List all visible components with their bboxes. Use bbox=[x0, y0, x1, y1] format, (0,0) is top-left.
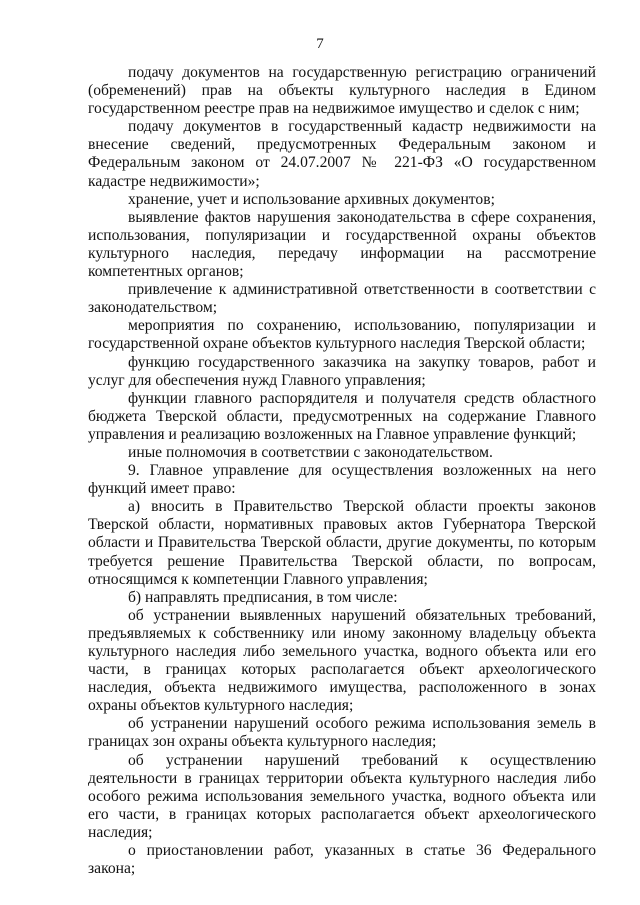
paragraph: о приостановлении работ, указанных в статье 36 Федерального закона; bbox=[88, 842, 596, 878]
paragraph: мероприятия по сохранению, использованию, популяризации и государственной охране объектов культурного наследия Тверской области; bbox=[88, 317, 596, 353]
paragraph: хранение, учет и использование архивных документов; bbox=[128, 190, 495, 208]
paragraph: функцию государственного заказчика на закупку товаров, работ и услуг для обеспечения нужд Главного управления; bbox=[88, 353, 596, 389]
paragraph: иные полномочия в соответствии с законодательством. bbox=[128, 443, 493, 461]
paragraph: об устранении нарушений особого режима использования земель в границах зон охраны объекта культурного наследия; bbox=[88, 715, 596, 751]
paragraph: функции главного распорядителя и получателя средств областного бюджета Тверской области, предусмотренных на содержание Главного управления и реализацию возложенных на Главное управление функций; bbox=[88, 389, 596, 443]
paragraph: подачу документов на государственную регистрацию ограничений (обременений) прав на объекты культурного наследия в Едином государственном реестре прав на недвижимое имущество и сделок с ним; bbox=[88, 64, 596, 118]
paragraph: 9. Главное управление для осуществления возложенных на него функций имеет право: bbox=[88, 462, 596, 498]
paragraph: а) вносить в Правительство Тверской области проекты законов Тверской области, нормативных правовых актов Губернатора Тверской области и Правительства Тверской области, другие документы, по которым требуется решение Правительства Тверской области, по вопросам, относящимся к компетенции Главного управления; bbox=[88, 498, 596, 588]
paragraph: выявление фактов нарушения законодательства в сфере сохранения, использования, популяризации и государственной охраны объектов культурного наследия, передачу информации на рассмотрение компетентных органов; bbox=[88, 208, 596, 281]
paragraph: об устранении выявленных нарушений обязательных требований, предъявляемых к собственнику или иному законному владельцу объекта культурного наследия либо земельного участка, водного объекта или его части, в границах которых располагается объект археологического наследия, объекта недвижимого имущества, расположенного в зонах охраны объектов культурного наследия; bbox=[88, 606, 596, 715]
document-body bbox=[88, 64, 596, 878]
paragraph: б) направлять предписания, в том числе: bbox=[128, 588, 398, 606]
paragraph: привлечение к административной ответственности в соответствии с законодательством; bbox=[88, 281, 596, 317]
page-number: 7 bbox=[316, 36, 324, 52]
paragraph: об устранении нарушений требований к осуществлению деятельности в границах территории объекта культурного наследия либо особого режима использования земельного участка, водного объекта или его части, в границах которых располагается объект археологического наследия; bbox=[88, 751, 596, 841]
paragraph: подачу документов в государственный кадастр недвижимости на внесение сведений, предусмотренных Федеральным законом и Федеральным законом от 24.07.2007 № 221-ФЗ «О государственном кадастре недвижимости»; bbox=[88, 118, 596, 190]
